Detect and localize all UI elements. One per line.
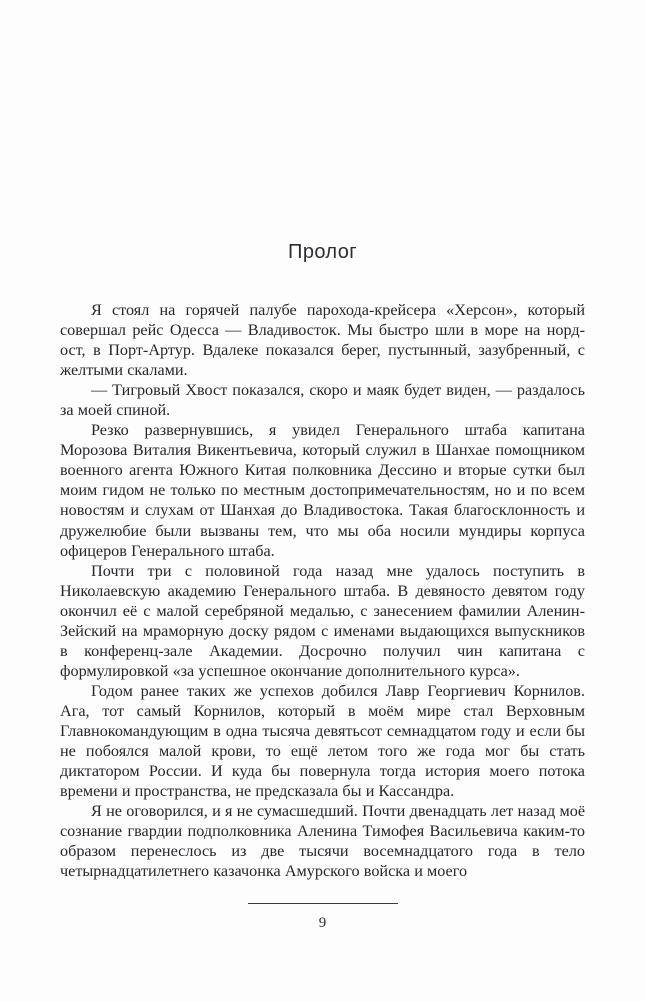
paragraph: Годом ранее таких же успехов добился Лавр Георгиевич Корнилов. Ага, тот самый Корнилов, который в моём мире стал Верховным Главнокомандующим в одна тысяча девятьсот семнадцатом году и если бы не побоялся малой крови, то ещё летом того же года мог бы стать диктатором России. И куда бы повернула тогда история моего потока времени и пространства, не предсказала бы и Кассандра.	[60, 681, 585, 801]
paragraph: Я не оговорился, и я не сумасшедший. Почти двенадцать лет назад моё сознание гвардии подполковника Аленина Тимофея Васильевича каким-то образом перенеслось из две тысячи восемнадцатого года в тело четырнадцатилетнего казачонка Амурского войска и моего	[60, 802, 585, 881]
page-footer	[0, 903, 645, 932]
paragraph: Я стоял на горячей палубе парохода-крейсера «Херсон», который совершал рейс Одесса — Владивосток. Мы быстро шли в море на норд-ост, в Порт-Артур. Вдалеке показался берег, пустынный, зазубренный, с желтыми скалами.	[60, 301, 585, 380]
footer-divider	[248, 903, 398, 904]
paragraph: Почти три с половиной года назад мне удалось поступить в Николаевскую академию Генерального штаба. В девяносто девятом году окончил её с малой серебряной медалью, с занесением фамилии Аленин-Зейский на мраморную доску рядом с именами выдающихся выпускников в конференц-зале Академии. Досрочно получил чин капитана с формулировкой «за успешное окончание дополнительного курса».	[60, 561, 585, 680]
page-text-block	[60, 240, 585, 881]
paragraph: — Тигровый Хвост показался, скоро и маяк будет виден, — раздалось за моей спиной.	[60, 381, 585, 420]
body-text	[60, 300, 585, 881]
paragraph: Резко развернувшись, я увидел Генерального штаба капитана Морозова Виталия Викентьевича, который служил в Шанхае помощником военного агента Южного Китая полковника Дессино и вторые сутки был моим гидом не только по местным достопримечательностям, но и по всем новостям и слухам от Шанхая до Владивостока. Такая благосклонность и дружелюбие были вызваны тем, что мы оба носили мундиры корпуса офицеров Генерального штаба.	[60, 421, 585, 560]
chapter-title: Пролог	[288, 241, 357, 263]
page-number: 9	[318, 915, 327, 931]
